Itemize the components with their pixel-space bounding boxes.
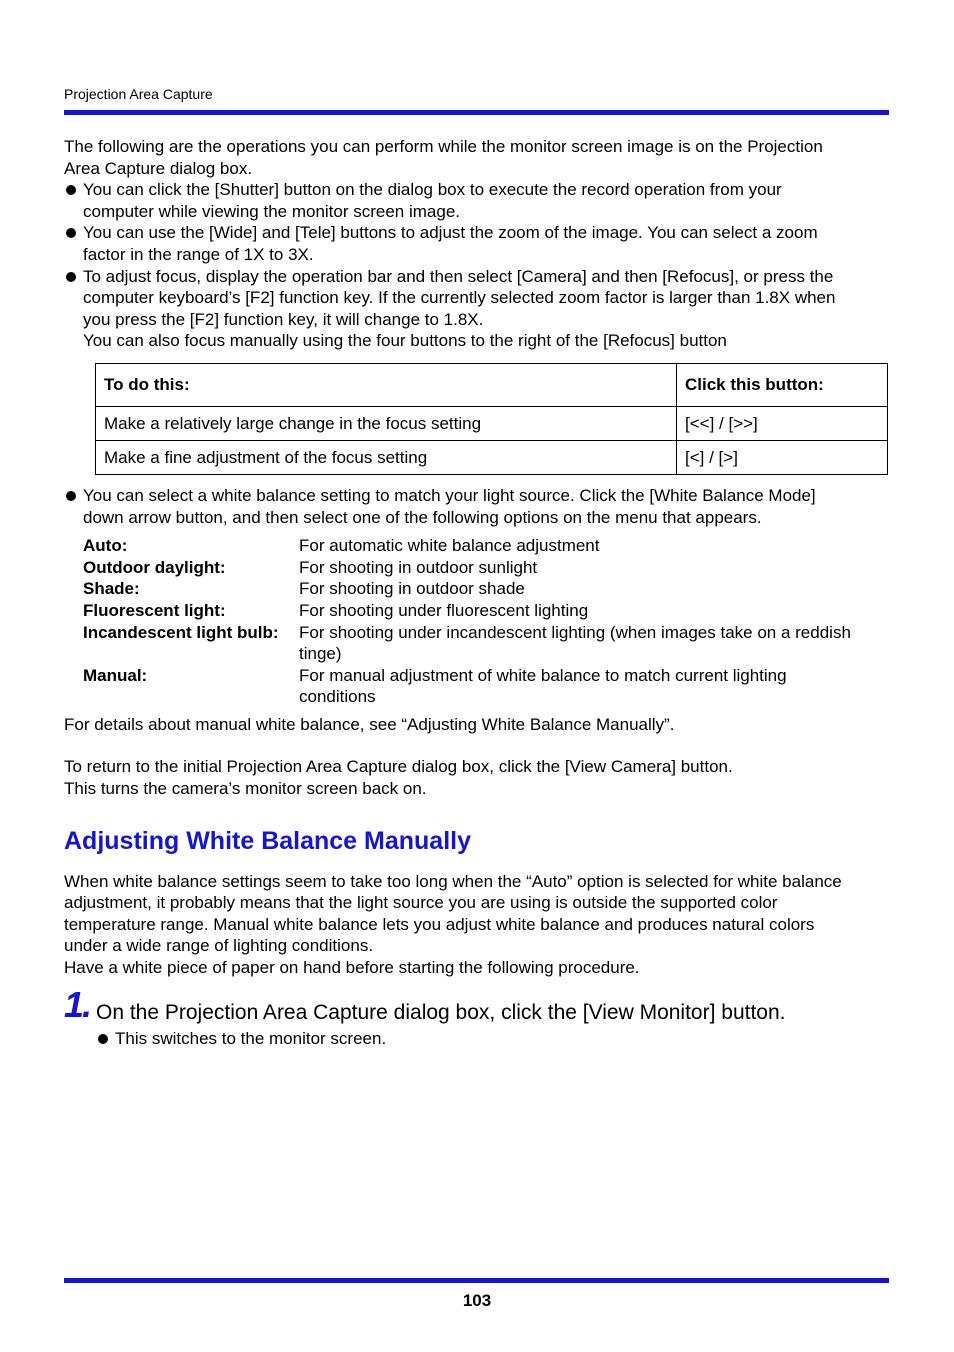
page-number: 103 (462, 1291, 492, 1310)
wb-option (83, 622, 854, 665)
wb-desc: For shooting under incandescent lighting (when images take on a reddish tinge) (299, 622, 851, 664)
step-note: This switches to the monitor screen. (96, 1028, 854, 1050)
wb-desc: For shooting under fluorescent lighting (299, 600, 589, 620)
bullet-focus: To adjust focus, display the operation bar and then select [Camera] and then [Refocus], or press the computer keyboard’s [F2] function key. If the currently selected zoom factor is larger than 1.8X when you press the [F2] function key, it will change to 1.8X. (64, 266, 854, 331)
section-heading: Adjusting White Balance Manually (64, 826, 471, 855)
wb-term: Manual: (83, 665, 148, 685)
bullet-white-balance: You can select a white balance setting to match your light source. Click the [White Balance Mode] down arrow button, and then select one of the following options on the menu that appears. (64, 485, 854, 528)
wb-term: Auto: (83, 536, 128, 556)
intro-paragraph: The following are the operations you can perform while the monitor screen image is on the Projection Area Capture dialog box. (64, 137, 823, 178)
focus-table (95, 363, 888, 475)
header-rule (64, 110, 889, 115)
wb-desc: For manual adjustment of white balance to match current lighting conditions (299, 665, 787, 707)
bullet-zoom: You can use the [Wide] and [Tele] buttons to adjust the zoom of the image. You can select a zoom factor in the range of 1X to 3X. (64, 222, 854, 265)
return-note-line2: This turns the camera’s monitor screen back on. (64, 779, 427, 799)
footer-rule (64, 1278, 889, 1283)
section-paragraph: When white balance settings seem to take too long when the “Auto” option is selected for white balance adjustment, it probably means that the light source you are using is outside the supported color temperature range. Manual white balance lets you adjust white balance and produces natural colors under a wide range of lighting conditions. (64, 871, 842, 956)
step-1 (64, 983, 854, 1025)
bullet-shutter: You can click the [Shutter] button on the dialog box to execute the record operation from your computer while viewing the monitor screen image. (64, 179, 854, 222)
wb-term: Outdoor daylight: (83, 557, 226, 577)
details-note: For details about manual white balance, see “Adjusting White Balance Manually”. (64, 714, 675, 734)
wb-option (83, 557, 854, 579)
wb-desc: For automatic white balance adjustment (299, 536, 600, 556)
table-row (96, 440, 888, 474)
table-row (96, 406, 888, 440)
wb-option (83, 665, 854, 708)
table-header-cell: Click this button: (677, 363, 888, 406)
table-header-row (96, 363, 888, 406)
table-cell: Make a relatively large change in the focus setting (96, 406, 677, 440)
wb-term: Incandescent light bulb: (83, 622, 279, 642)
return-note-line1: To return to the initial Projection Area Capture dialog box, click the [View Camera] button. (64, 757, 733, 777)
wb-term: Shade: (83, 579, 140, 599)
wb-term: Fluorescent light: (83, 600, 226, 620)
table-cell: [<<] / [>>] (677, 406, 888, 440)
section-title: Projection Area Capture (64, 86, 213, 102)
table-cell: Make a fine adjustment of the focus setting (96, 440, 677, 474)
wb-desc: For shooting in outdoor sunlight (299, 557, 538, 577)
spacer (64, 735, 854, 756)
wb-desc: For shooting in outdoor shade (299, 579, 525, 599)
wb-option (83, 535, 854, 557)
white-balance-options (83, 535, 854, 708)
section-paragraph-2: Have a white piece of paper on hand before starting the following procedure. (64, 958, 640, 978)
table-cell: [<] / [>] (677, 440, 888, 474)
wb-option (83, 600, 854, 622)
table-header-cell: To do this: (96, 363, 677, 406)
wb-option (83, 578, 854, 600)
focus-manual-note: You can also focus manually using the four buttons to the right of the [Refocus] button (83, 331, 727, 351)
step-text: On the Projection Area Capture dialog box, click the [View Monitor] button. (96, 1000, 786, 1024)
page-content (64, 136, 854, 1049)
step-number: 1. (64, 983, 91, 1025)
